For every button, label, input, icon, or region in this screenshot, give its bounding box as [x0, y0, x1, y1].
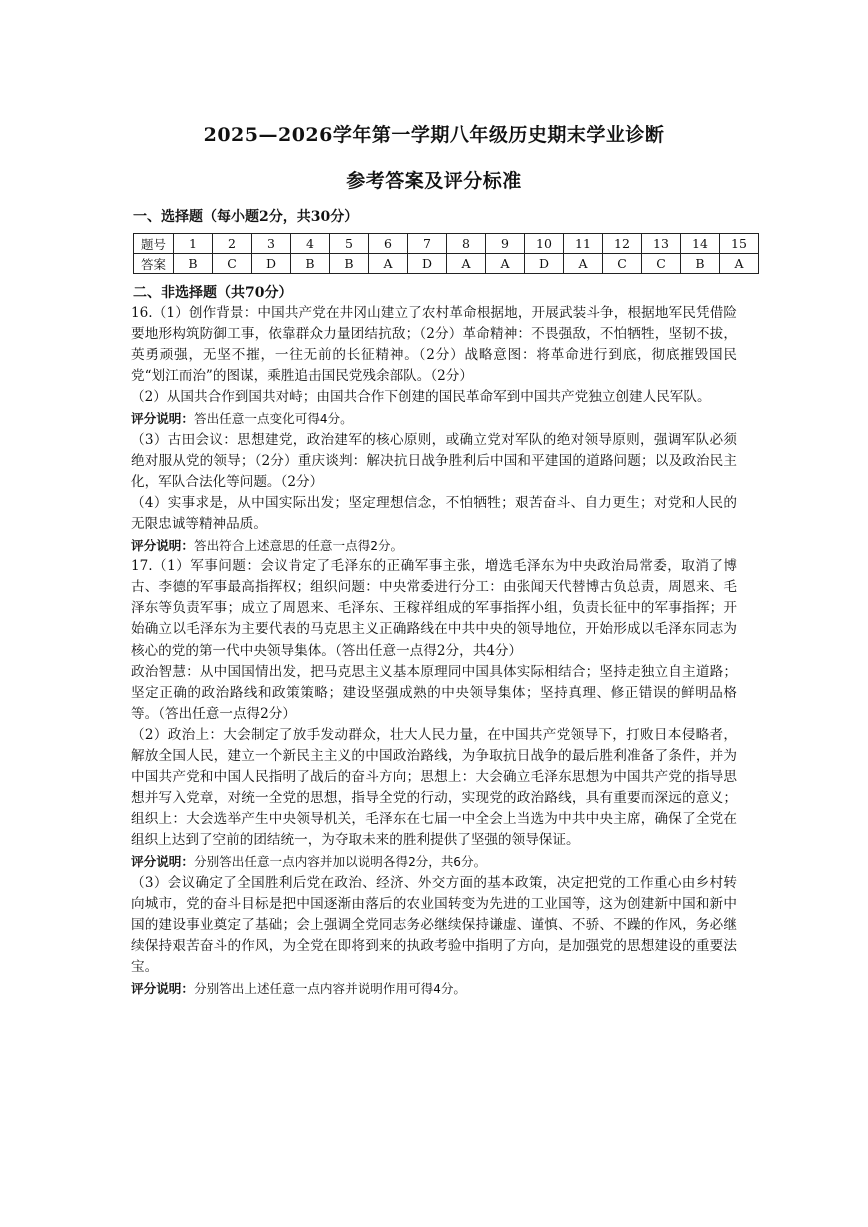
question-number-cell: 11 [564, 234, 603, 254]
answer-body [131, 303, 737, 999]
answer-cell: C [642, 254, 681, 274]
question-number-cell: 2 [213, 234, 252, 254]
answer-cell: C [603, 254, 642, 274]
answer-cell: B [291, 254, 330, 274]
question-number-cell: 4 [291, 234, 330, 254]
answer-paragraph: （3）会议确定了全国胜利后党在政治、经济、外交方面的基本政策，决定把党的工作重心由乡村转向城市，党的奋斗目标是把中国逐渐由落后的农业国转变为先进的工业国等，这为创建新中国和新中国的建设事业奠定了基础；会上强调全党同志务必继续保持谦虚、谨慎、不骄、不躁的作风，务必继续保持艰苦奋斗的作风，为全党在即将到来的执政考验中指明了方向，是加强党的思想建设的重要法宝。 [131, 874, 737, 975]
question-number-cell: 3 [252, 234, 291, 254]
page-subtitle: 参考答案及评分标准 [346, 170, 522, 192]
scoring-note-text: 分别答出上述任意一点内容并说明作用可得4分。 [193, 981, 467, 996]
scoring-note-label: 评分说明： [131, 411, 194, 427]
section-heading-choice: 一、选择题（每小题2分，共30分） [133, 209, 359, 225]
question-number-cell: 13 [642, 234, 681, 254]
answer-cell: B [330, 254, 369, 274]
answer-paragraph: （2）从国共合作到国共对峙；由国共合作下创建的国民革命军到中国共产党独立创建人民军队。 [131, 389, 711, 406]
answer-cell: A [720, 254, 759, 274]
question-number-cell: 10 [525, 234, 564, 254]
scoring-note-text: 分别答出任意一点内容并加以说明各得2分，共6分。 [193, 854, 487, 870]
answer-cell: D [525, 254, 564, 274]
table-row-numbers [134, 234, 759, 254]
scoring-note [131, 408, 737, 429]
question-number-cell: 6 [369, 234, 408, 254]
answer-paragraph: 17.（1）军事问题：会议肯定了毛泽东的正确军事主张，增选毛泽东为中央政治局常委，取消了博古、李德的军事最高指挥权；组织问题：中央常委进行分工：由张闻天代替博古负总责，周恩来、毛泽东等负责军事；成立了周恩来、毛泽东、王稼祥组成的军事指挥小组，负责长征中的军事指挥；开始确立以毛泽东为主要代表的马克思主义正确路线在中共中央的领导地位，开始形成以毛泽东同志为核心的党的第一代中央领导集体。（答出任意一点得2分，共4分） [131, 558, 737, 659]
scoring-note [131, 535, 737, 556]
table-row-answers [134, 254, 759, 274]
scoring-note-label: 评分说明： [131, 854, 194, 870]
scoring-note-label: 评分说明： [131, 981, 194, 996]
question-number-cell: 8 [447, 234, 486, 254]
page-title: 2025—2026学年第一学期八年级历史期末学业诊断 [203, 124, 665, 146]
question-number-cell: 1 [174, 234, 213, 254]
answer-table [133, 233, 759, 274]
question-number-cell: 15 [720, 234, 759, 254]
answer-cell: A [369, 254, 408, 274]
question-number-cell: 9 [486, 234, 525, 254]
question-number-cell: 12 [603, 234, 642, 254]
answer-paragraph: （3）古田会议：思想建党，政治建军的核心原则，或确立党对军队的绝对领导原则，强调军队必须绝对服从党的领导；（2分）重庆谈判：解决抗日战争胜利后中国和平建国的道路问题；以及政治民主化，军队合法化等问题。（2分） [131, 431, 737, 490]
scoring-note-text: 答出任意一点变化可得4分。 [193, 411, 353, 427]
answer-cell: B [681, 254, 720, 274]
scoring-note [131, 851, 737, 872]
question-number-cell: 14 [681, 234, 720, 254]
scoring-note [131, 978, 737, 999]
answer-cell: D [408, 254, 447, 274]
scoring-note-text: 答出符合上述意思的任意一点得2分。 [193, 538, 404, 554]
answer-paragraph: 16.（1）创作背景：中国共产党在井冈山建立了农村革命根据地，开展武装斗争，根据地军民凭借险要地形构筑防御工事，依靠群众力量团结抗敌；（2分）革命精神：不畏强敌，不怕牺牲，坚韧不拔，英勇顽强，无坚不摧，一往无前的长征精神。（2分）战略意图：将革命进行到底，彻底摧毁国民党“划江而治”的图谋，乘胜追击国民党残余部队。（2分） [131, 305, 737, 385]
question-number-cell: 7 [408, 234, 447, 254]
question-number-cell: 5 [330, 234, 369, 254]
table-header-cell: 答案 [134, 254, 174, 274]
answer-cell: A [486, 254, 525, 274]
answer-cell: C [213, 254, 252, 274]
answer-cell: A [564, 254, 603, 274]
table-header-cell: 题号 [134, 234, 174, 254]
answer-paragraph: 政治智慧：从中国国情出发，把马克思主义基本原理同中国具体实际相结合；坚持走独立自主道路；坚定正确的政治路线和政策策略；建设坚强成熟的中央领导集体；坚持真理、修正错误的鲜明品格等。（答出任意一点得2分） [131, 663, 737, 722]
answer-paragraph: （4）实事求是，从中国实际出发；坚定理想信念，不怕牺牲；艰苦奋斗、自力更生；对党和人民的无限忠诚等精神品质。 [131, 494, 737, 532]
answer-cell: B [174, 254, 213, 274]
scoring-note-label: 评分说明： [131, 538, 194, 554]
answer-cell: A [447, 254, 486, 274]
answer-cell: D [252, 254, 291, 274]
answer-paragraph: （2）政治上：大会制定了放手发动群众，壮大人民力量，在中国共产党领导下，打败日本侵略者，解放全国人民，建立一个新民主主义的中国政治路线，为争取抗日战争的最后胜利准备了条件，并为中国共产党和中国人民指明了战后的奋斗方向；思想上：大会确立毛泽东思想为中国共产党的指导思想并写入党章，对统一全党的思想，指导全党的行动，实现党的政治路线，具有重要而深远的意义；组织上：大会选举产生中央领导机关，毛泽东在七届一中全会上当选为中共中央主席，确保了全党在组织上达到了空前的团结统一，为夺取未来的胜利提供了坚强的领导保证。 [131, 726, 737, 849]
section-heading-nonchoice: 二、非选择题（共70分） [133, 285, 293, 301]
